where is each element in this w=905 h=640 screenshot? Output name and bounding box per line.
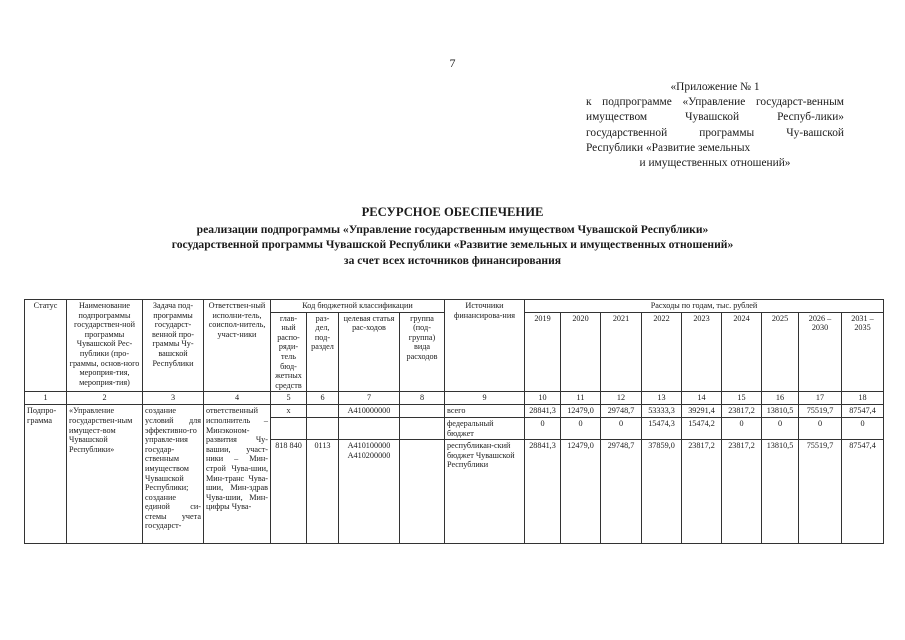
column-number: 13 <box>642 392 682 405</box>
header-row-1 <box>25 300 884 313</box>
value-cell: 0 <box>722 417 762 439</box>
column-number: 16 <box>762 392 799 405</box>
value-cell: 12479,0 <box>561 440 601 544</box>
header-line-3: за счет всех источников финансирования <box>343 253 562 267</box>
value-cell: 75519,7 <box>799 440 842 544</box>
value-cell: 39291,4 <box>682 405 722 418</box>
column-number: 10 <box>525 392 561 405</box>
main-manager-cell: x <box>271 405 307 418</box>
value-cell: 28841,3 <box>525 440 561 544</box>
appendix-note <box>586 80 844 171</box>
expense-group-cell <box>400 405 445 418</box>
header-target-article: целевая статья рас-ходов <box>339 312 400 392</box>
header-task: Задача под-программы государст-венной про-граммы Чу-вашской Республики <box>143 300 204 392</box>
column-number: 3 <box>143 392 204 405</box>
value-cell: 23817,2 <box>722 440 762 544</box>
value-cell: 0 <box>762 417 799 439</box>
header-budget-code: Код бюджетной классификации <box>271 300 445 313</box>
header-year: 2021 <box>601 312 642 392</box>
value-cell: 23817,2 <box>722 405 762 418</box>
value-cell: 29748,7 <box>601 405 642 418</box>
header-year: 2020 <box>561 312 601 392</box>
section-cell <box>307 405 339 418</box>
source-cell: республикан-ский бюджет Чувашской Республики <box>445 440 525 544</box>
header-line-1: реализации подпрограммы «Управление государственным имуществом Чувашской Республики» <box>196 222 709 236</box>
header-year: 2023 <box>682 312 722 392</box>
value-cell: 87547,4 <box>842 440 884 544</box>
main-manager-cell: 818 840 <box>271 440 307 544</box>
column-number: 9 <box>445 392 525 405</box>
value-cell: 29748,7 <box>601 440 642 544</box>
header-expenses: Расходы по годам, тыс. рублей <box>525 300 884 313</box>
task-cell: создание условий для эффективно-го управле-ния государ-ственным имуществом Чувашской Республики; создание единой си-стемы учета государст- <box>143 405 204 544</box>
value-cell: 12479,0 <box>561 405 601 418</box>
value-cell: 13810,5 <box>762 440 799 544</box>
header-sources: Источники финансирова-ния <box>445 300 525 392</box>
target-article-cell: А410100000 А410200000 <box>339 440 400 544</box>
column-number: 5 <box>271 392 307 405</box>
column-number: 15 <box>722 392 762 405</box>
document-header <box>0 205 905 268</box>
value-cell: 13810,5 <box>762 405 799 418</box>
value-cell: 28841,3 <box>525 405 561 418</box>
table-row <box>25 405 884 418</box>
expense-group-cell <box>400 417 445 439</box>
value-cell: 87547,4 <box>842 405 884 418</box>
header-expense-group: группа (под-группа) вида расходов <box>400 312 445 392</box>
resource-table <box>24 299 884 544</box>
header-year: 2026 – 2030 <box>799 312 842 392</box>
source-cell: всего <box>445 405 525 418</box>
header-executor: Ответствен-ный исполни-тель, соиспол-нитель, участ-ники <box>204 300 271 392</box>
column-number: 6 <box>307 392 339 405</box>
target-article-cell <box>339 417 400 439</box>
status-cell: Подпро-грамма <box>25 405 67 544</box>
header-status: Статус <box>25 300 67 392</box>
value-cell: 15474,2 <box>682 417 722 439</box>
header-year: 2024 <box>722 312 762 392</box>
column-number: 12 <box>601 392 642 405</box>
column-number: 2 <box>67 392 143 405</box>
page-number: 7 <box>449 56 456 70</box>
header-year: 2022 <box>642 312 682 392</box>
value-cell: 23817,2 <box>682 440 722 544</box>
column-number: 14 <box>682 392 722 405</box>
value-cell: 15474,3 <box>642 417 682 439</box>
column-number: 1 <box>25 392 67 405</box>
target-article-cell: А410000000 <box>339 405 400 418</box>
executor-cell: ответственный исполнитель – Минэконом-развития Чу-вашии, участ-ники – Мин-строй Чува-шии, Мин-транс Чува-шии, Мин-здрав Чува-шии, Мин-цифры Чува- <box>204 405 271 544</box>
main-manager-cell <box>271 417 307 439</box>
header-section: раз-дел, под-раздел <box>307 312 339 392</box>
value-cell: 0 <box>561 417 601 439</box>
column-number-row <box>25 392 884 405</box>
value-cell: 37859,0 <box>642 440 682 544</box>
header-year: 2025 <box>762 312 799 392</box>
header-main-manager: глав-ный распо-ряди-тель бюд-жетных средств <box>271 312 307 392</box>
appendix-body: к подпрограмме «Управление государст-венным имуществом Чувашской Респуб-лики» государственной программы Чу-вашской Республики «Развитие земельных <box>586 96 844 154</box>
header-year: 2019 <box>525 312 561 392</box>
expense-group-cell <box>400 440 445 544</box>
value-cell: 75519,7 <box>799 405 842 418</box>
appendix-title: «Приложение № 1 <box>670 81 760 93</box>
column-number: 8 <box>400 392 445 405</box>
header-year: 2031 – 2035 <box>842 312 884 392</box>
column-number: 11 <box>561 392 601 405</box>
column-number: 4 <box>204 392 271 405</box>
column-number: 17 <box>799 392 842 405</box>
document-title: РЕСУРСНОЕ ОБЕСПЕЧЕНИЕ <box>361 205 544 219</box>
value-cell: 0 <box>799 417 842 439</box>
section-cell <box>307 417 339 439</box>
source-cell: федеральный бюджет <box>445 417 525 439</box>
section-cell: 0113 <box>307 440 339 544</box>
subprogram-name-cell: «Управление государствен-ным имущест-вом Чувашской Республики» <box>67 405 143 544</box>
value-cell: 53333,3 <box>642 405 682 418</box>
column-number: 18 <box>842 392 884 405</box>
column-number: 7 <box>339 392 400 405</box>
value-cell: 0 <box>525 417 561 439</box>
value-cell: 0 <box>601 417 642 439</box>
value-cell: 0 <box>842 417 884 439</box>
appendix-last-line: и имущественных отношений» <box>639 157 791 170</box>
header-name: Наименование подпрограммы государствен-ной программы Чувашской Рес-публики (про-граммы, основ-ного мероприя-тия, мероприя-тия) <box>67 300 143 392</box>
header-line-2: государственной программы Чувашской Республики «Развитие земельных и имущественных отношений» <box>171 238 734 251</box>
